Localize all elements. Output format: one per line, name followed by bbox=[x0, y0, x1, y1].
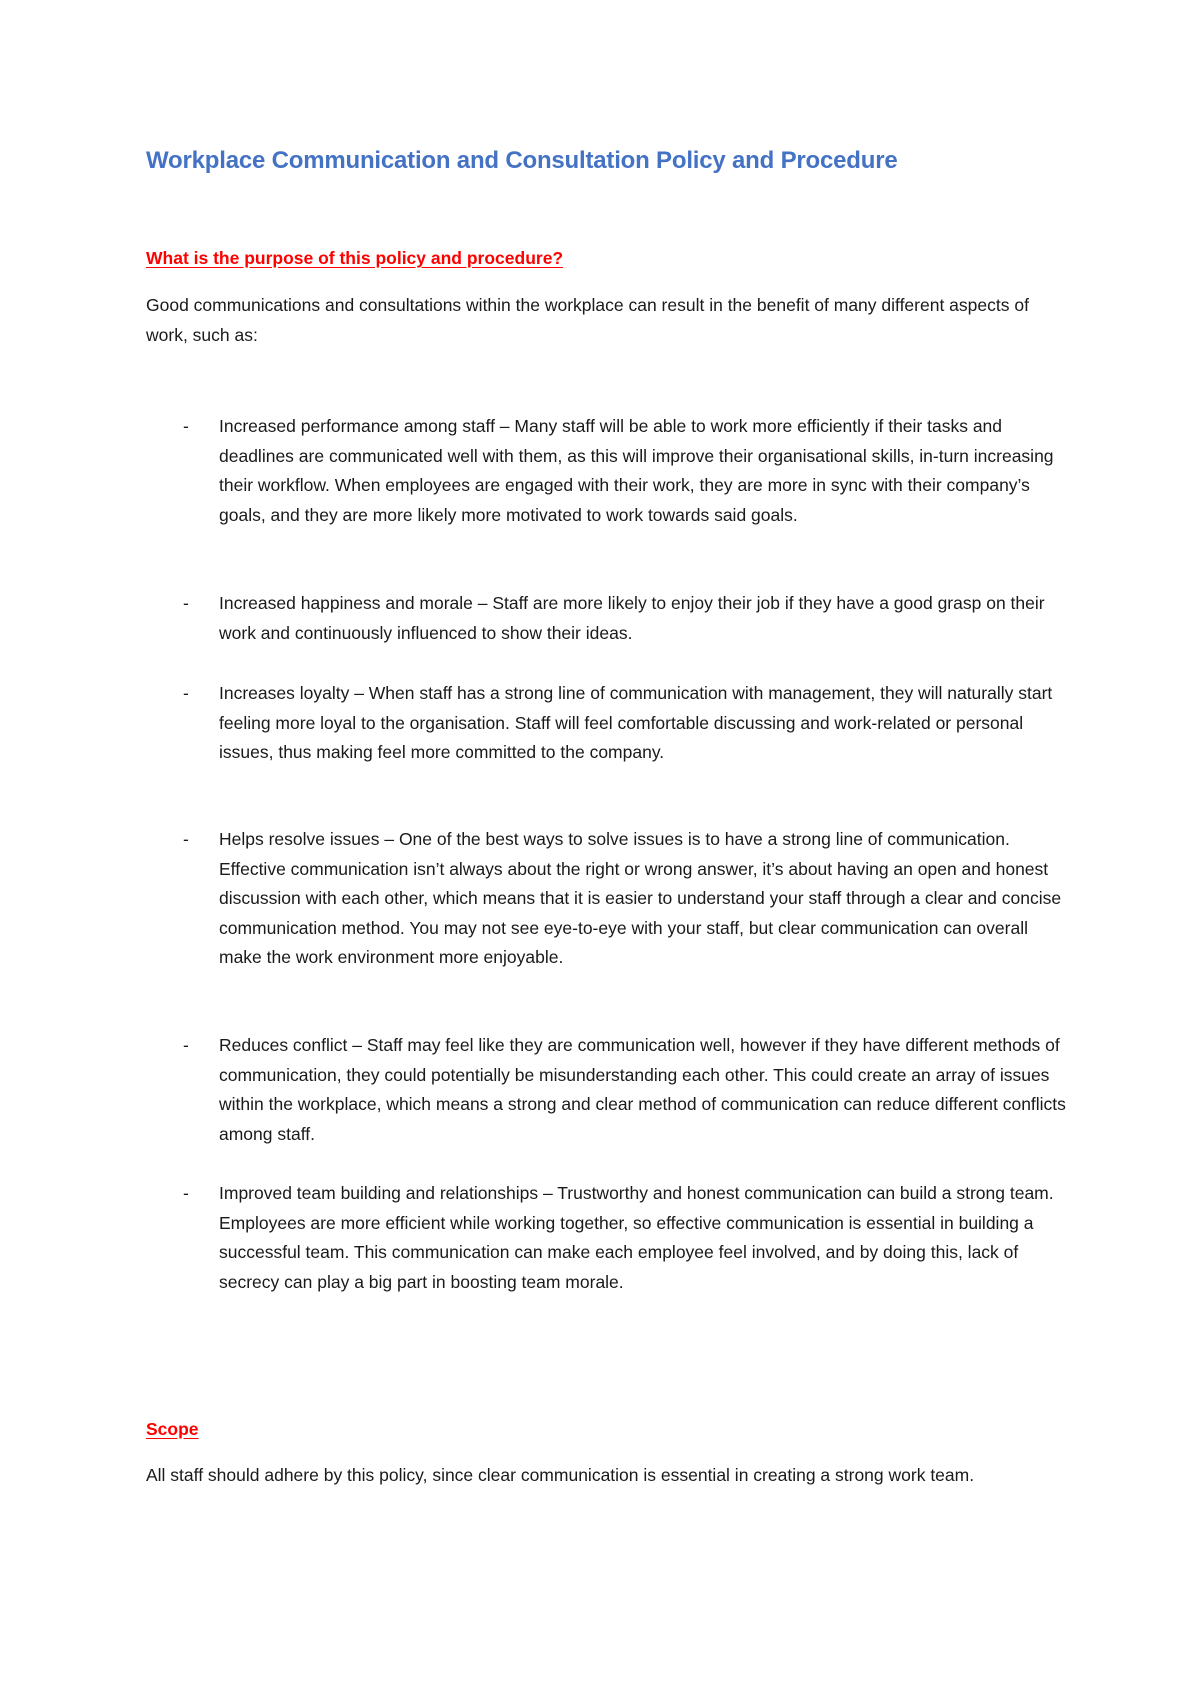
list-item-text: Reduces conflict – Staff may feel like they are communication well, however if they have different methods of communication, they could potentially be misunderstanding each other. This could create an array of issues within the workplace, which means a strong and clear method of communication can reduce different conflicts among staff. bbox=[219, 1035, 1066, 1144]
bullet-marker: - bbox=[183, 829, 189, 849]
list-item-text: Increases loyalty – When staff has a strong line of communication with management, they will naturally start feeling more loyal to the organisation. Staff will feel comfortable discussing and work-related or personal issues, thus making feel more committed to the company. bbox=[219, 683, 1053, 762]
bullet-marker: - bbox=[183, 1035, 189, 1055]
document-title: Workplace Communication and Consultation Policy and Procedure bbox=[146, 147, 898, 174]
scope-text: All staff should adhere by this policy, since clear communication is essential in creating a strong work team. bbox=[146, 1465, 975, 1485]
list-item-text: Increased performance among staff – Many staff will be able to work more efficiently if their tasks and deadlines are communicated well with them, as this will improve their organisational skills, in-turn increasing their workflow. When employees are engaged with their work, they are more in sync with their company’s goals, and they are more likely more motivated to work towards said goals. bbox=[219, 416, 1054, 525]
purpose-intro: Good communications and consultations within the workplace can result in the benefit of many different aspects of work, such as: bbox=[146, 295, 1029, 345]
list-item-text: Improved team building and relationships – Trustworthy and honest communication can build a strong team. Employees are more efficient while working together, so effective communication is essential in building a successful team. This communication can make each employee feel involved, and by doing this, lack of secrecy can play a big part in boosting team morale. bbox=[219, 1183, 1054, 1292]
list-item-text: Increased happiness and morale – Staff are more likely to enjoy their job if they have a good grasp on their work and continuously influenced to show their ideas. bbox=[219, 593, 1045, 643]
scope-heading: Scope bbox=[146, 1419, 199, 1439]
list-item-text: Helps resolve issues – One of the best ways to solve issues is to have a strong line of communication. Effective communication isn’t always about the right or wrong answer, it’s about having an open and honest discussion with each other, which means that it is easier to understand your staff through a clear and concise communication method. You may not see eye-to-eye with your staff, but clear communication can overall make the work environment more enjoyable. bbox=[219, 829, 1062, 967]
bullet-marker: - bbox=[183, 1183, 189, 1203]
purpose-heading: What is the purpose of this policy and procedure? bbox=[146, 248, 564, 268]
bullet-marker: - bbox=[183, 683, 189, 703]
bullet-marker: - bbox=[183, 593, 189, 613]
bullet-marker: - bbox=[183, 416, 189, 436]
